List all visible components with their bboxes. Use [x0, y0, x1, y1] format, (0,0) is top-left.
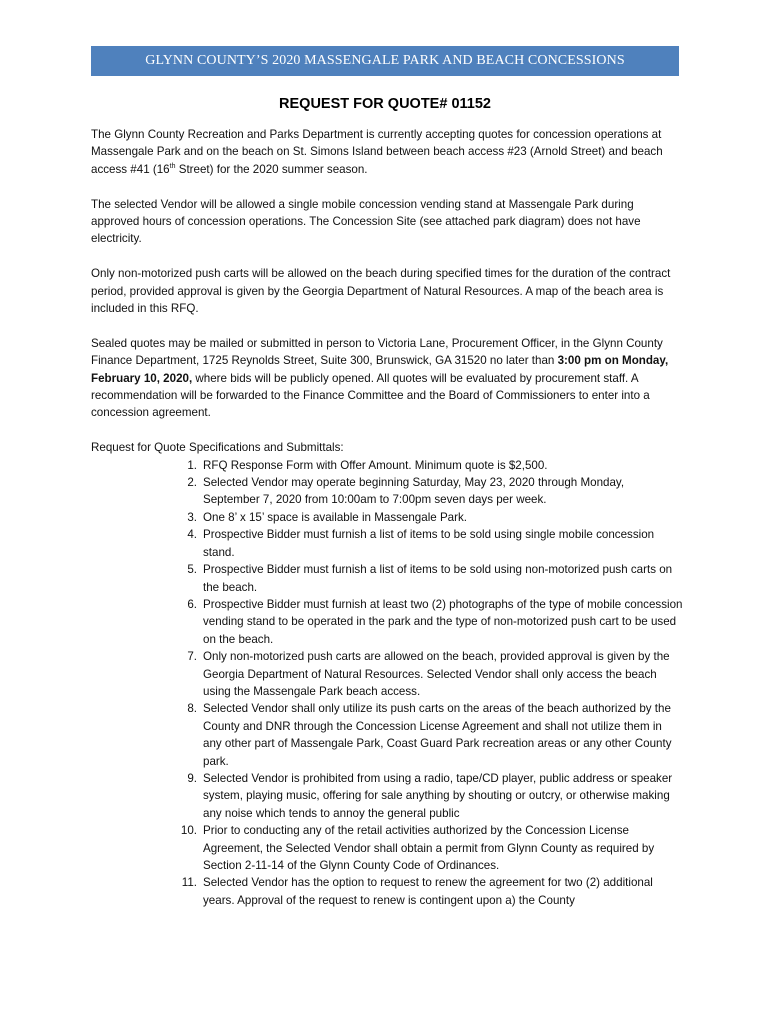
document-body: [91, 126, 683, 909]
list-number: 11.: [181, 876, 197, 890]
specs-list: [91, 457, 683, 910]
list-item-text: Selected Vendor has the option to request to renew the agreement for two (2) additional years. Approval of the request to renew is contingent upon a) the County: [203, 876, 653, 907]
list-item: [91, 596, 683, 648]
list-number: 4.: [187, 528, 197, 542]
list-item-text: Selected Vendor is prohibited from using a radio, tape/CD player, public address or speaker system, playing music, offering for sale anything by shouting or outcry, or otherwise making any noise which tends to annoy the general public: [203, 771, 673, 820]
list-item-text: Prospective Bidder must furnish a list of items to be sold using non-motorized push carts on the beach.: [203, 563, 673, 594]
list-number: 6.: [187, 597, 197, 611]
list-number: 2.: [187, 476, 197, 490]
list-item-text: Only non-motorized push carts are allowed on the beach, provided approval is given by the Georgia Department of Natural Resources. Selected Vendor shall only access the beach using the Massengale Park beach access.: [203, 650, 670, 698]
list-item: [91, 457, 683, 474]
list-item-text: Prior to conducting any of the retail activities authorized by the Concession License Agreement, the Selected Vendor shall obtain a permit from Glynn County as required by Section 2-11-14 of the Glynn County Code of Ordinances.: [203, 824, 655, 872]
list-number: 10.: [180, 824, 197, 838]
list-number: 5.: [187, 563, 197, 577]
page-title: REQUEST FOR QUOTE# 01152: [279, 96, 491, 112]
list-item: [91, 561, 683, 596]
list-item: [91, 526, 683, 561]
list-number: 1.: [187, 458, 197, 472]
list-item: [91, 509, 683, 526]
list-number: 8.: [187, 702, 197, 716]
list-item-text: Selected Vendor shall only utilize its push carts on the areas of the beach authorized by the County and DNR through the Concession License Agreement and shall not utilize them in any other part of Massengale Park, Coast Guard Park recreation areas or any other County park.: [203, 702, 672, 768]
list-number: 9.: [187, 771, 197, 785]
push-carts-paragraph: Only non-motorized push carts will be allowed on the beach during specified times for the duration of the contract period, provided approval is given by the Georgia Department of Natural Resources. A map of the beach area is included in this RFQ.: [91, 267, 671, 316]
list-item: [91, 874, 683, 909]
submission-text-b: where bids will be publicly opened. All quotes will be evaluated by procurement staff. A recommendation will be forwarded to the Finance Committee and the Board of Commissioners to enter into a concession agreement.: [91, 371, 650, 420]
intro-paragraph: [91, 126, 683, 178]
list-item: [91, 648, 683, 700]
list-item: [91, 822, 683, 874]
intro-text-b: Street) for the 2020 summer season.: [175, 162, 368, 176]
list-item-text: One 8’ x 15’ space is available in Massengale Park.: [203, 510, 468, 524]
list-item-text: Selected Vendor may operate beginning Saturday, May 23, 2020 through Monday, September 7, 2020 from 10:00am to 7:00pm seven days per week.: [203, 476, 625, 507]
list-item-text: Prospective Bidder must furnish a list of items to be sold using single mobile concession stand.: [203, 528, 655, 559]
vendor-paragraph: The selected Vendor will be allowed a single mobile concession vending stand at Massengale Park during approved hours of concession operations. The Concession Site (see attached park diagram) does not have electricity.: [91, 197, 641, 246]
list-item: [91, 770, 683, 822]
list-item-text: Prospective Bidder must furnish at least two (2) photographs of the type of mobile concession vending stand to be operated in the park and the type of non-motorized push cart to be used on the beach.: [203, 597, 683, 646]
list-number: 3.: [187, 510, 197, 524]
list-item: [91, 474, 683, 509]
submission-text-a: Sealed quotes may be mailed or submitted in person to Victoria Lane, Procurement Officer, in the Glynn County Finance Department, 1725 Reynolds Street, Suite 300, Brunswick, GA 31520 no later than: [91, 336, 663, 368]
list-item: [91, 700, 683, 770]
list-number: 7.: [187, 650, 197, 664]
intro-text-a: The Glynn County Recreation and Parks Department is currently accepting quotes for concession operations at Massengale Park and on the beach on St. Simons Island between beach access #23 (Arnold Street) and beach access #41 (16: [91, 128, 663, 176]
ordinal-suffix: th: [169, 162, 176, 170]
specs-heading: Request for Quote Specifications and Submittals:: [91, 441, 344, 455]
submission-paragraph: [91, 335, 683, 422]
header-banner: GLYNN COUNTY’S 2020 MASSENGALE PARK AND BEACH CONCESSIONS: [91, 46, 679, 76]
deadline-text: 3:00 pm on Monday, February 10, 2020,: [91, 354, 669, 385]
list-item-text: RFQ Response Form with Offer Amount. Minimum quote is $2,500.: [203, 458, 548, 472]
